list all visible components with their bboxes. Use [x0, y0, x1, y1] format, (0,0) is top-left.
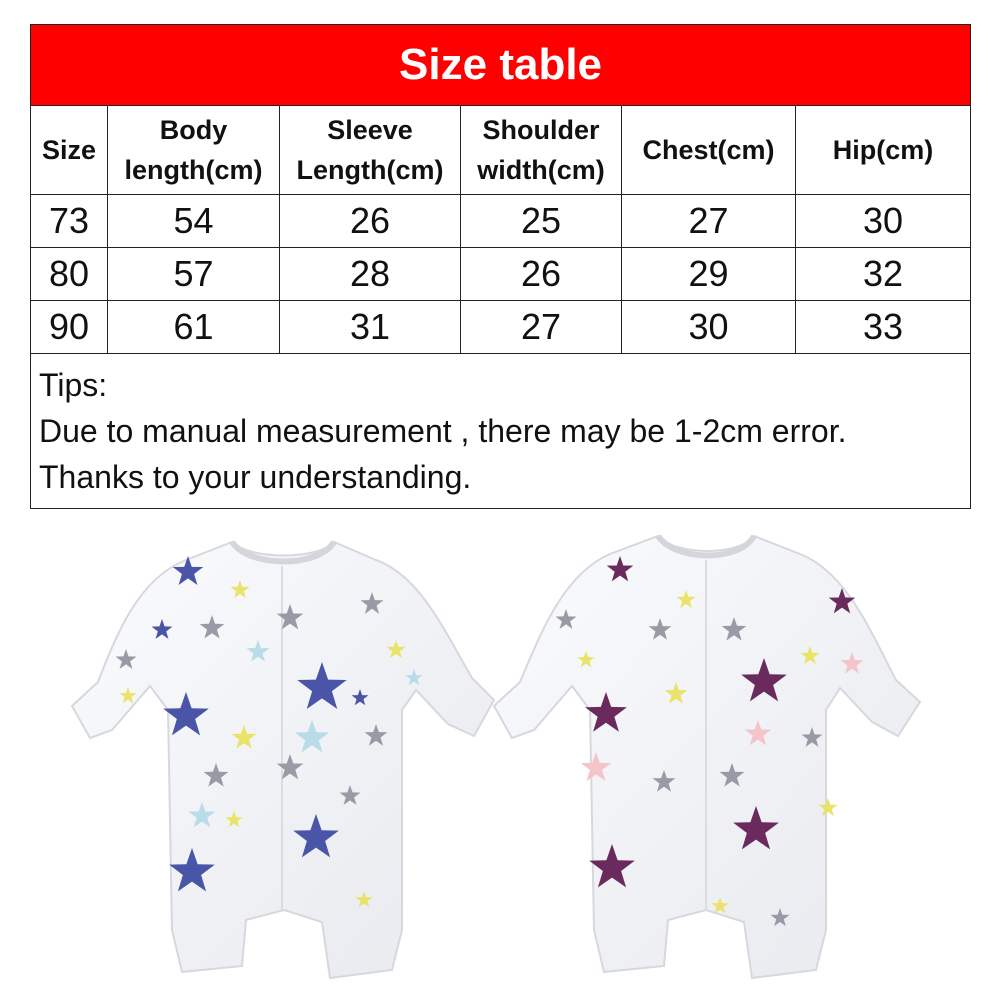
cell-body-length: 61 — [108, 301, 280, 354]
cell-sleeve-length: 28 — [280, 248, 461, 301]
cell-size: 90 — [31, 301, 108, 354]
table-row — [31, 248, 971, 301]
cell-chest: 30 — [622, 301, 796, 354]
cell-hip: 32 — [796, 248, 971, 301]
cell-sleeve-length: 31 — [280, 301, 461, 354]
header-shoulder-width: Shoulder width(cm) — [461, 106, 622, 195]
tips-note — [31, 354, 971, 509]
header-body-length: Body length(cm) — [108, 106, 280, 195]
header-sleeve-length: Sleeve Length(cm) — [280, 106, 461, 195]
cell-hip: 33 — [796, 301, 971, 354]
romper-right-image — [494, 536, 920, 978]
cell-size: 73 — [31, 195, 108, 248]
header-row — [31, 106, 971, 195]
tips-line: Due to manual measurement , there may be 1-2cm error. — [39, 413, 847, 449]
cell-sleeve-length: 26 — [280, 195, 461, 248]
table-title: Size table — [31, 25, 971, 106]
cell-chest: 27 — [622, 195, 796, 248]
cell-shoulder-width: 26 — [461, 248, 622, 301]
header-hip: Hip(cm) — [796, 106, 971, 195]
header-size: Size — [31, 106, 108, 195]
tips-line: Thanks to your understanding. — [39, 459, 472, 495]
cell-shoulder-width: 27 — [461, 301, 622, 354]
cell-chest: 29 — [622, 248, 796, 301]
romper-left-image — [72, 542, 494, 978]
cell-size: 80 — [31, 248, 108, 301]
table-row — [31, 195, 971, 248]
cell-hip: 30 — [796, 195, 971, 248]
table-row — [31, 301, 971, 354]
cell-body-length: 54 — [108, 195, 280, 248]
tips-label: Tips: — [39, 367, 108, 403]
product-photos — [0, 510, 1000, 1000]
cell-body-length: 57 — [108, 248, 280, 301]
cell-shoulder-width: 25 — [461, 195, 622, 248]
size-table — [30, 24, 971, 509]
header-chest: Chest(cm) — [622, 106, 796, 195]
